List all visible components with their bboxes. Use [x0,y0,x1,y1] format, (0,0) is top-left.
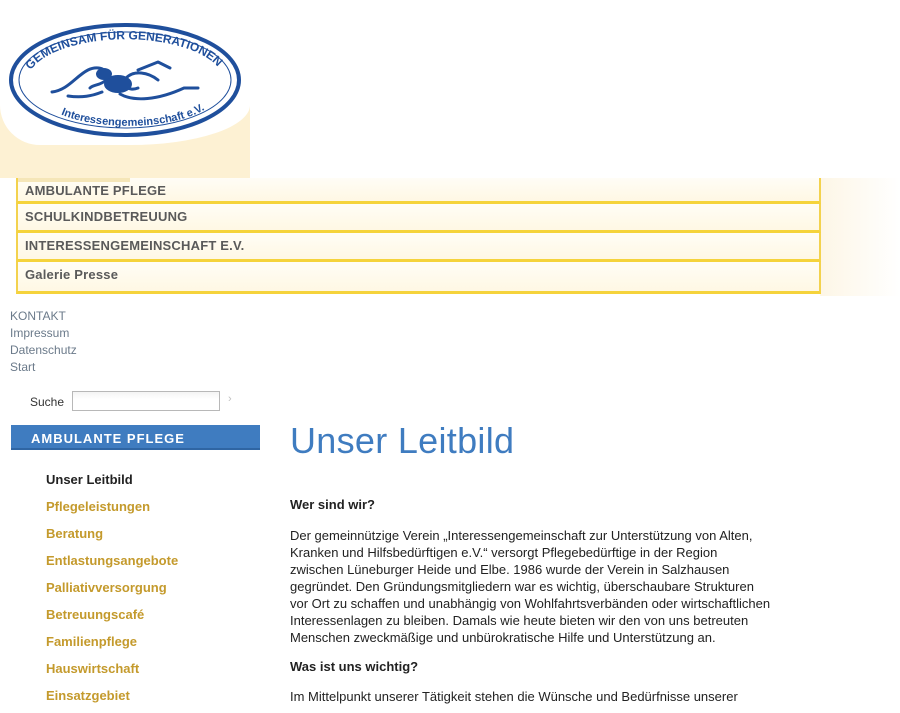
nav-item-label: SCHULKINDBETREUUNG [25,209,188,224]
subnav-item-hauswirtschaft[interactable]: Hauswirtschaft [46,661,140,676]
paragraph-line: Kranken und Hilfsbedürftigen e.V.“ versorgt Pflegebedürftige in der Region [290,545,718,560]
logo-area [0,0,250,178]
nav-item-galerie-presse[interactable] [16,262,821,294]
subnav-item-betreuungscafe[interactable]: Betreuungscafé [46,607,145,622]
nav-item-label: INTERESSENGEMEINSCHAFT E.V. [25,238,245,253]
page-title: Unser Leitbild [290,420,515,461]
nav-item-ambulante-pflege[interactable] [16,178,821,204]
nav-shadow [820,178,900,296]
subnav-item-beratung[interactable]: Beratung [46,526,104,541]
paragraph-line: gegründet. Den Gründungsmitgliedern war es wichtig, überschaubare Strukturen [290,579,754,594]
search-input[interactable] [72,391,220,411]
sidebar-section-title: AMBULANTE PFLEGE [31,431,185,446]
link-start[interactable]: Start [10,360,36,374]
subnav-item-entlastungsangebote[interactable]: Entlastungsangebote [46,553,179,568]
paragraph-line: vor Ort zu schaffen und unabhängig von Wohlfahrtsverbänden oder wirtschaftlichen [290,596,771,611]
section-paragraph-was-ist-uns-wichtig [290,688,775,705]
search-label: Suche [30,395,65,409]
logo[interactable] [8,22,244,142]
section-heading-was-ist-uns-wichtig: Was ist uns wichtig? [290,659,419,674]
subnav-item-palliativversorgung[interactable]: Palliativversorgung [46,580,167,595]
logo-top-text: GEMEINSAM FÜR GENERATIONEN [22,28,226,73]
paragraph-line: Interessenlagen zu bleiben. Damals wie heute bieten wir den von uns betreuten [290,613,749,628]
section-heading-wer-sind-wir: Wer sind wir? [290,497,375,512]
link-kontakt[interactable]: KONTAKT [10,309,66,323]
paragraph-line: zwischen Lüneburger Heide und Elbe. 1986 wurde der Verein in Salzhausen [290,562,730,577]
meta-links [10,308,77,376]
paragraph-line: Im Mittelpunkt unserer Tätigkeit stehen die Wünsche und Bedürfnisse unserer [290,689,738,704]
nav-item-schulkindbetreuung[interactable] [16,204,821,233]
subnav-item-pflegeleistungen[interactable]: Pflegeleistungen [46,499,151,514]
subnav-item-einsatzgebiet[interactable]: Einsatzgebiet [46,688,130,703]
sidebar-subnav [46,470,178,713]
sidebar-section-header[interactable] [11,425,260,450]
nav-item-label: Galerie Presse [25,267,119,282]
subnav-item-unser-leitbild[interactable]: Unser Leitbild [46,472,133,487]
section-paragraph-wer-sind-wir [290,527,775,646]
chevron-right-icon[interactable]: › [228,393,232,405]
main-nav [16,178,821,294]
paragraph-line: Menschen zweckmäßige und unbürokratische Hilfe und Unterstützung an. [290,630,716,645]
paragraph-line: Der gemeinnützige Verein „Interessengemeinschaft zur Unterstützung von Alten, [290,528,753,543]
logo-bottom-text: Interessengemeinschaft e.V. [59,101,207,129]
nav-item-label: AMBULANTE PFLEGE [25,183,167,198]
link-datenschutz[interactable]: Datenschutz [10,343,77,357]
nav-item-interessengemeinschaft[interactable] [16,233,821,262]
subnav-item-familienpflege[interactable]: Familienpflege [46,634,138,649]
link-impressum[interactable]: Impressum [10,326,70,340]
